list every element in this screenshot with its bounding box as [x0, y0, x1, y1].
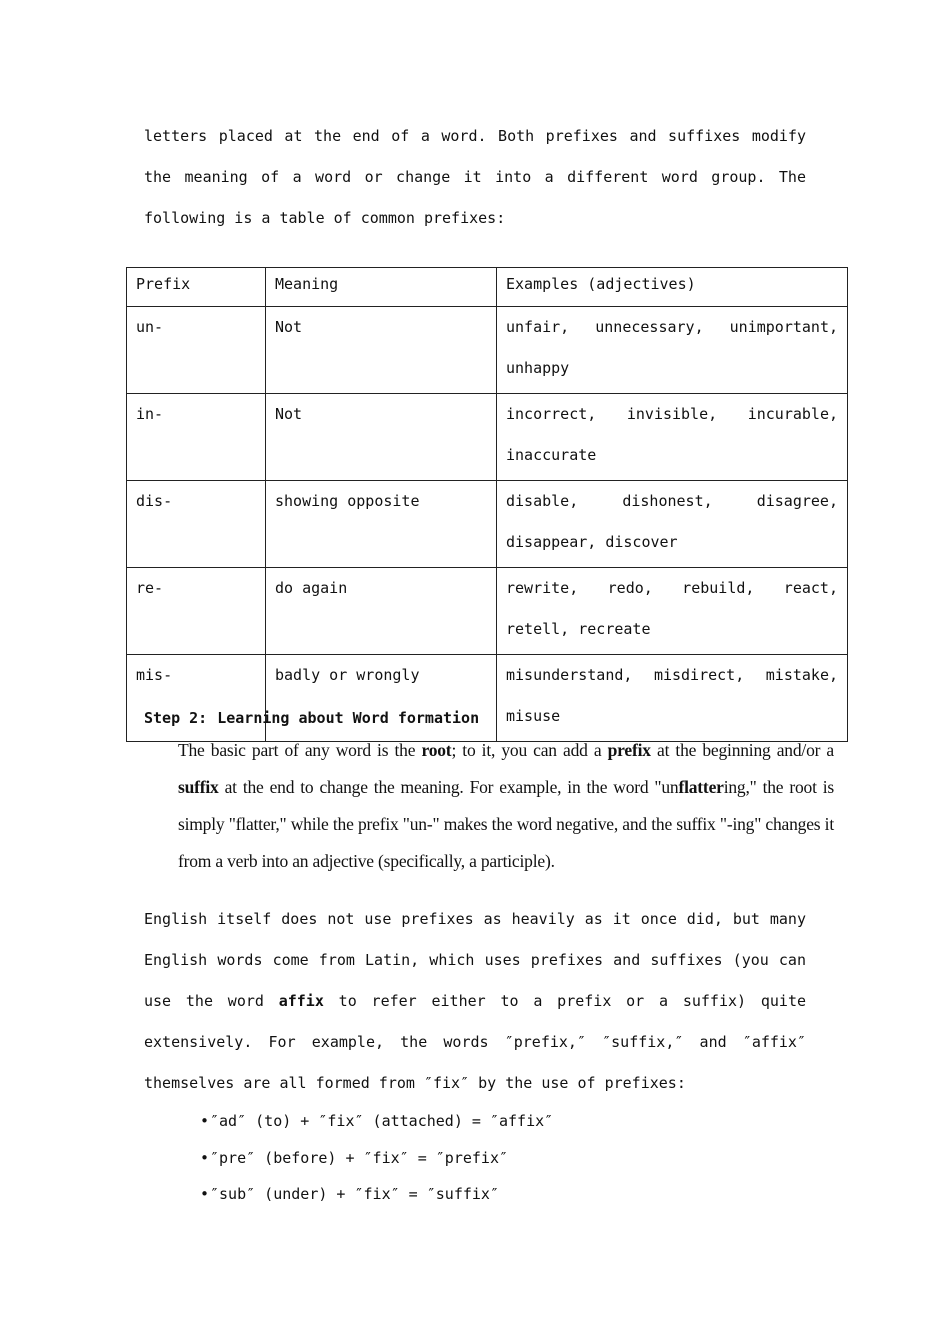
affix-examples-list	[200, 1103, 553, 1213]
table-row	[127, 394, 848, 481]
cell-prefix: re-	[127, 568, 266, 655]
list-item-text: ″ad″ (to) + ″fix″ (attached) = ″affix″	[210, 1112, 554, 1130]
body-text: English itself does not use prefixes as heavily as it once did, but many English words come from Latin, which uses prefixes and suffixes (you can use the word	[144, 910, 806, 1010]
header-prefix: Prefix	[127, 268, 266, 307]
cell-examples: incorrect, invisible, incurable, inaccurate	[497, 394, 848, 481]
cell-prefix: mis-	[127, 655, 266, 742]
cell-meaning: do again	[266, 568, 497, 655]
cell-meaning: Not	[266, 307, 497, 394]
list-item-text: ″sub″ (under) + ″fix″ = ″suffix″	[210, 1185, 499, 1203]
cell-examples: disable, dishonest, disagree, disappear, discover	[497, 481, 848, 568]
cell-prefix: in-	[127, 394, 266, 481]
cell-examples: unfair, unnecessary, unimportant, unhappy	[497, 307, 848, 394]
header-meaning: Meaning	[266, 268, 497, 307]
cell-prefix: dis-	[127, 481, 266, 568]
explain-text: ing," the root is simply "flatter," while the prefix "un-" makes the word negative, and the suffix "-ing" changes it from a verb into an adjective (specifically, a participle).	[178, 777, 834, 871]
cell-prefix: un-	[127, 307, 266, 394]
term-affix: affix	[278, 992, 324, 1010]
explain-text: The basic part of any word is the	[178, 740, 422, 760]
prefix-table	[126, 267, 848, 742]
step-heading	[144, 706, 479, 730]
step-title: Learning about Word formation	[217, 709, 480, 727]
table-header-row	[127, 268, 848, 307]
term-flatter: flatter	[678, 777, 724, 797]
bullet-icon: •	[200, 1112, 210, 1130]
explain-text: at the beginning and/or a	[650, 740, 834, 760]
word-formation-explanation	[178, 732, 834, 880]
list-item	[200, 1176, 553, 1213]
cell-meaning: badly or wrongly	[266, 655, 497, 742]
list-item	[200, 1103, 553, 1140]
latin-affix-paragraph	[144, 899, 806, 1104]
intro-paragraph: letters placed at the end of a word. Both prefixes and suffixes modify the meaning of a word or change it into a different word group. The following is a table of common prefixes:	[144, 127, 806, 227]
cell-meaning: Not	[266, 394, 497, 481]
body-text: to refer either to a prefix or a suffix) quite extensively. For example, the words ″prefix,″ ″suffix,″ and ″affix″ themselves are all formed from ″fix″ by the use of prefixes:	[144, 992, 807, 1092]
bullet-icon: •	[200, 1148, 210, 1167]
table-row	[127, 307, 848, 394]
term-prefix: prefix	[607, 740, 651, 760]
list-item	[200, 1140, 553, 1177]
term-suffix: suffix	[178, 777, 219, 797]
explain-text: at the end to change the meaning. For example, in the word "un	[218, 777, 679, 797]
cell-meaning: showing opposite	[266, 481, 497, 568]
header-examples: Examples (adjectives)	[497, 268, 848, 307]
cell-examples: rewrite, redo, rebuild, react, retell, recreate	[497, 568, 848, 655]
bullet-icon: •	[200, 1185, 210, 1203]
table-row	[127, 568, 848, 655]
table-row	[127, 481, 848, 568]
step-label: Step 2:	[144, 709, 208, 727]
term-root: root	[421, 740, 452, 760]
explain-text: ; to it, you can add a	[451, 740, 608, 760]
cell-examples: misunderstand, misdirect, mistake, misuse	[497, 655, 848, 742]
list-item-text: ″pre″ (before) + ″fix″ = ″prefix″	[210, 1148, 509, 1167]
